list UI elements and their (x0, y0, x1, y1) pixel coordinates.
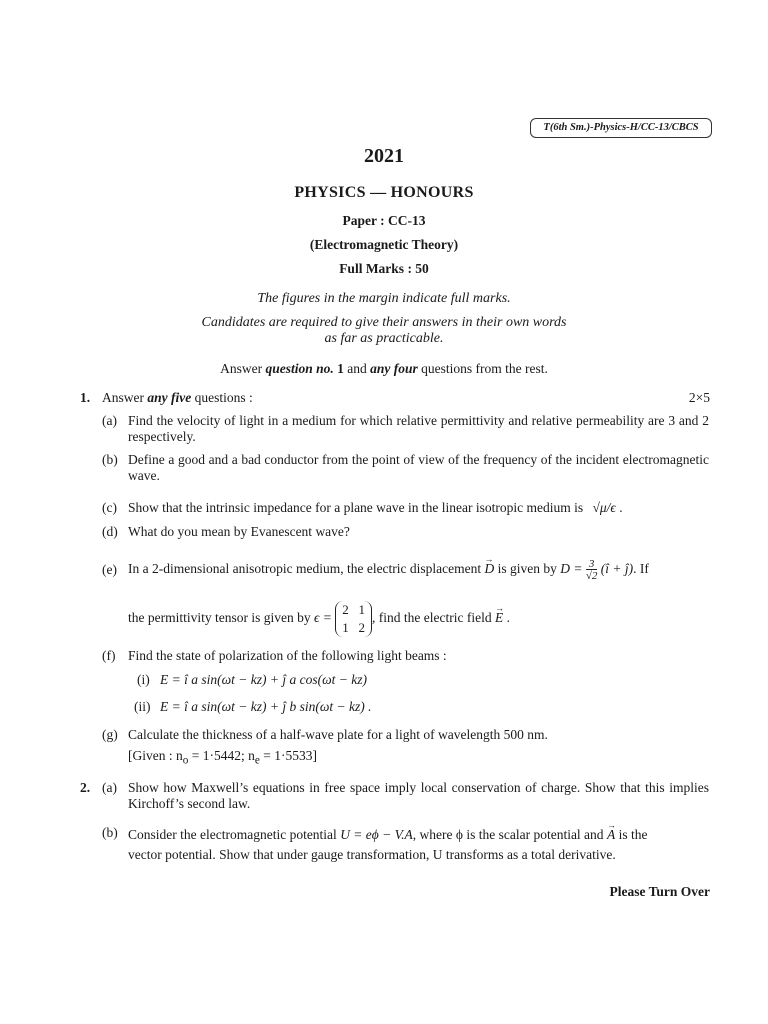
q2b-text (128, 825, 709, 865)
matrix-cell: 1 (342, 619, 349, 635)
q1-intro-post: questions : (191, 390, 253, 405)
q1f-i-label: (i) (137, 672, 150, 687)
question-1-marks: 2×5 (688, 390, 710, 405)
given-value-1: = 1·5442; n (188, 748, 255, 763)
q2a-label: (a) (102, 780, 117, 795)
eq-lhs: D = (560, 561, 583, 576)
paper-number: Paper : CC-13 (342, 213, 426, 228)
question-2-number: 2. (80, 780, 91, 795)
sub-e: e (254, 754, 260, 767)
q2b-is-the: is the (618, 827, 648, 842)
subject-title: PHYSICS — HONOURS (294, 184, 474, 201)
epsilon-symbol: ϵ = (313, 610, 332, 625)
please-turn-over: Please Turn Over (609, 884, 710, 899)
q1a-text: Find the velocity of light in a medium for which relative permittivity and relative permeability are 3 and 2 respectively. (128, 413, 709, 444)
q1g-given (128, 748, 709, 769)
potential-equation: U = eϕ − V.A (340, 827, 413, 842)
answer-post: questions from the rest. (417, 361, 548, 376)
fraction (586, 558, 598, 582)
q1e-label: (e) (102, 562, 117, 577)
electric-field-vector: → E (495, 598, 503, 638)
q1-intro-pre: Answer (102, 390, 148, 405)
q1g-text: Calculate the thickness of a half-wave plate for a light of wavelength 500 nm. (128, 727, 548, 742)
q2b-gauge: vector potential. Show that under gauge transformation, U transforms as a total derivative. (128, 847, 616, 862)
q1e-statement: In a 2-dimensional anisotropic medium, the electric displacement (128, 561, 482, 576)
q1a-label: (a) (102, 413, 117, 428)
q1c-label: (c) (102, 500, 117, 515)
question-1-number: 1. (80, 390, 91, 405)
q1e-text-line2: the permittivity tensor is given by ϵ = 2 1 1 2, find the electric field → E . (128, 598, 709, 638)
q1c-statement: Show that the intrinsic impedance for a plane wave in the linear isotropic medium is (128, 500, 584, 515)
fraction-num: 3 (588, 557, 595, 570)
unit-sum: (î + ĵ) (600, 561, 634, 576)
vector-potential: → A (607, 825, 615, 845)
q1b-text: Define a good and a bad conductor from the point of view of the frequency of the incident electromagnetic wave. (128, 452, 709, 483)
q1f-text: Find the state of polarization of the following light beams : (128, 648, 447, 663)
exam-year: 2021 (364, 145, 404, 167)
q1f-label: (f) (102, 648, 116, 663)
q1e-if: . If (633, 561, 649, 576)
answer-qno: question no. (265, 361, 334, 376)
q1f-ii-equation: E = î a sin(ωt − kz) + ĵ b sin(ωt − kz) . (160, 699, 372, 714)
answer-instruction (0, 361, 768, 377)
full-marks: Full Marks : 50 (339, 261, 429, 276)
impedance-formula: √μ/ϵ (592, 500, 616, 515)
answer-pre: Answer (220, 361, 266, 376)
paper-code: T(6th Sm.)-Physics-H/CC-13/CBCS (530, 118, 712, 138)
q1e-find-field: , find the electric field (372, 610, 492, 625)
q1-intro-five: any five (147, 390, 192, 405)
q1c-text: Show that the intrinsic impedance for a plane wave in the linear isotropic medium is √μ/ϵ . (128, 500, 623, 515)
q1f-i-equation: E = î a sin(ωt − kz) + ĵ a cos(ωt − kz) (160, 672, 367, 687)
fraction-den: √2 (585, 569, 598, 582)
q1f-ii-label: (ii) (134, 699, 151, 714)
q2b-scalar: , where ϕ is the scalar potential and (412, 827, 604, 842)
instruction-margin: The figures in the margin indicate full marks. (257, 291, 511, 306)
permittivity-matrix (335, 601, 372, 637)
matrix-cell: 2 (358, 619, 366, 635)
instruction-own-words: Candidates are required to give their answers in their own words (201, 315, 567, 330)
sub-o: o (182, 754, 189, 767)
q2a-text: Show how Maxwell’s equations in free space imply local conservation of charge. Show that this implies Kirchoff’s second law. (128, 780, 709, 811)
q1g-label: (g) (102, 727, 118, 742)
q1d-label: (d) (102, 524, 118, 539)
q1e-given-by: is given by (497, 561, 557, 576)
answer-one: 1 (333, 361, 344, 376)
displacement-vector: → D (485, 554, 495, 584)
paper-title: (Electromagnetic Theory) (309, 237, 459, 252)
displacement-equation (560, 557, 634, 582)
given-value-2: = 1·5533] (259, 748, 317, 763)
q1e-text-line1 (128, 554, 709, 584)
given-n: [Given : n (128, 748, 183, 763)
answer-and: and (343, 361, 371, 376)
q2b-label: (b) (102, 825, 118, 840)
instruction-practicable: as far as practicable. (324, 331, 444, 346)
q1b-label: (b) (102, 452, 118, 467)
q1d-text: What do you mean by Evanescent wave? (128, 524, 350, 539)
answer-four: any four (370, 361, 418, 376)
q2b-statement: Consider the electromagnetic potential (128, 827, 337, 842)
question-1-intro (102, 390, 253, 406)
matrix-cell: 2 (342, 601, 349, 617)
matrix-cell: 1 (358, 601, 366, 617)
q1e-tensor-text: the permittivity tensor is given by (128, 610, 311, 625)
